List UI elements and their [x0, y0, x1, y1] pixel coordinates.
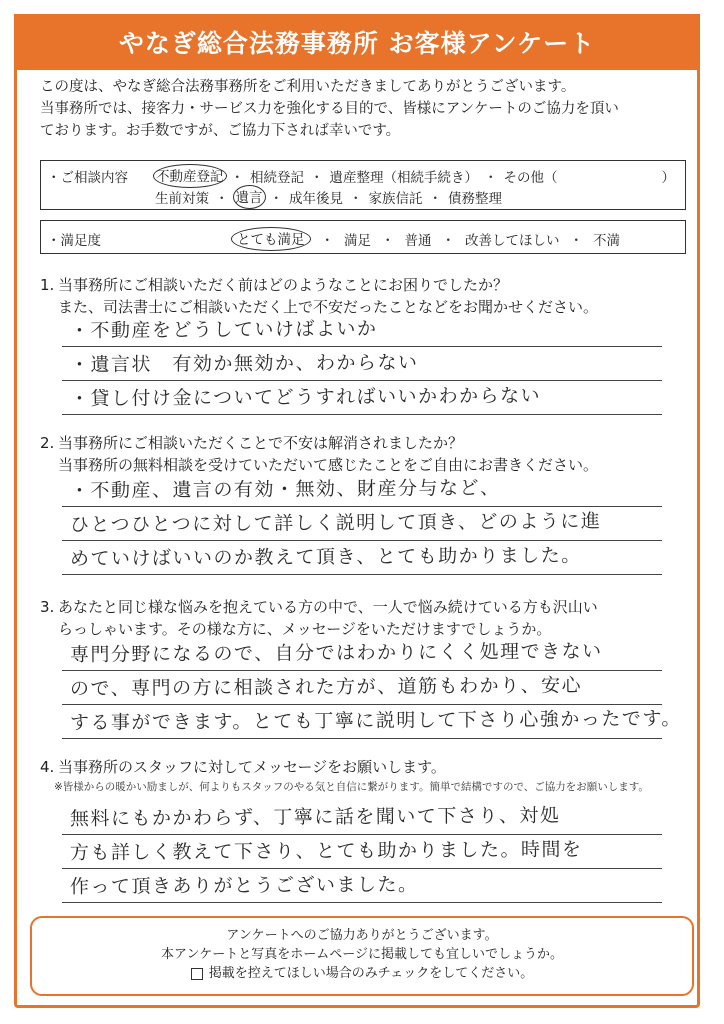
consult-option-guardianship[interactable]: 成年後見: [289, 191, 343, 207]
consult-option-other[interactable]: その他（: [503, 170, 558, 186]
question-text: 当事務所にご相談いただくことで不安は解消されましたか？: [58, 434, 464, 452]
question-number: 3.: [40, 598, 55, 616]
consult-option-pre-death[interactable]: 生前対策: [155, 191, 209, 207]
footer-thanks: アンケートへのご協力ありがとうございます。: [226, 928, 498, 943]
satisfaction-unsatisfied[interactable]: 不満: [593, 233, 620, 249]
intro-line: この度は、やなぎ総合法務事務所をご利用いただきましてありがとうございます。: [40, 79, 576, 95]
answer-line: ので、専門の方に相談された方が、道筋もわかり、安心: [62, 678, 662, 705]
consent-checkbox[interactable]: [191, 968, 203, 980]
satisfaction-improve[interactable]: 改善してほしい: [465, 233, 560, 249]
question-4: [40, 756, 700, 778]
question-text: 当事務所の無料相談を受けていただいて感じたことをご自由にお書きください。: [58, 456, 599, 474]
question-number: 1.: [40, 276, 55, 294]
consult-option-estate[interactable]: 遺産整理（相続手続き）: [329, 170, 478, 186]
form-title: やなぎ総合法務事務所 お客様アンケート: [14, 14, 700, 70]
question-3: [40, 596, 700, 640]
footer-question: 本アンケートと写真をホームページに掲載しても宜しいでしょうか。: [161, 947, 563, 962]
satisfaction-box: [40, 220, 686, 254]
other-close-paren: ）: [661, 170, 675, 186]
question-text: らっしゃいます。その様な方に、メッセージをいただけますでしょうか。: [58, 620, 552, 638]
satisfaction-normal[interactable]: 普通: [404, 233, 432, 249]
intro-line: 当事務所では、接客力・サービス力を強化する目的で、皆様にアンケートのご協力を頂い: [40, 101, 619, 117]
consult-type-label: ・ご相談内容: [47, 170, 128, 186]
satisfaction-very-satisfied[interactable]: とても満足: [231, 227, 311, 251]
consult-option-family-trust[interactable]: 家族信託: [368, 191, 423, 207]
satisfaction-label: ・満足度: [47, 233, 101, 249]
question-2: [40, 432, 700, 476]
consult-option-inheritance[interactable]: 相続登記: [250, 170, 304, 186]
question-number: 2.: [40, 434, 55, 452]
answer-line: ・遺言状 有効か無効か、わからない: [62, 354, 662, 381]
consult-option-debt[interactable]: 債務整理: [448, 191, 502, 207]
question-4-note: ※皆様からの暖かい励ましが、何よりもスタッフのやる気と自信に繋がります。簡単で結構ですので、ご協力をお願いします。: [54, 781, 649, 793]
question-text: また、司法書士にご相談いただく上で不安だったことなどをお聞かせください。: [58, 298, 599, 316]
consult-option-will[interactable]: 遺言: [233, 185, 266, 209]
question-1: [40, 274, 700, 318]
answer-line: ひとつひとつに対して詳しく説明して頂き、どのように進: [62, 514, 662, 541]
question-text: 当事務所のスタッフに対してメッセージをお願いします。: [58, 758, 446, 776]
satisfaction-satisfied[interactable]: 満足: [344, 233, 371, 249]
footer-consent-box: [30, 916, 694, 996]
answer-line: 無料にもかかわらず、丁寧に話を聞いて下さり、対処: [62, 808, 662, 835]
answer-line: ・貸し付け金についてどうすればいいかわからない: [62, 388, 662, 415]
intro-text: [40, 76, 690, 142]
answer-line: する事ができます。とても丁寧に説明して下さり心強かったです。: [62, 712, 662, 739]
consult-option-real-estate[interactable]: 不動産登記: [153, 164, 227, 188]
satisfaction-options: とても満足 ・ 満足 ・ 普通 ・ 改善してほしい ・ 不満: [231, 229, 620, 249]
consult-type-box: [40, 160, 686, 210]
question-text: 当事務所にご相談いただく前はどのようなことにお困りでしたか？: [58, 276, 509, 294]
answer-line: 方も詳しく教えて下さり、とても助かりました。時間を: [62, 842, 662, 869]
answer-line: めていけばいいのか教えて頂き、とても助かりました。: [62, 548, 662, 575]
intro-line: ております。お手数ですが、ご協力下されば幸いです。: [40, 123, 401, 139]
answer-line: 専門分野になるので、自分ではわかりにくく処理できない: [62, 644, 662, 671]
consult-row-2: 生前対策 ・ 遺言 ・ 成年後見 ・ 家族信託 ・ 債務整理: [153, 187, 504, 207]
answer-line: ・不動産をどうしていけばよいか: [62, 320, 662, 347]
consult-row-1: 不動産登記 ・ 相続登記 ・ 遺産整理（相続手続き） ・ その他（: [153, 166, 560, 186]
question-text: あなたと同じ様な悩みを抱えている方の中で、一人で悩み続けている方も沢山い: [58, 598, 598, 616]
consent-checkbox-row: [191, 964, 534, 983]
answer-line: ・不動産、遺言の有効・無効、財産分与など、: [62, 480, 662, 507]
question-number: 4.: [40, 758, 55, 776]
answer-line: 作って頂きありがとうございました。: [62, 876, 662, 903]
consent-checkbox-label: 掲載を控えてほしい場合のみチェックをしてください。: [208, 966, 534, 981]
